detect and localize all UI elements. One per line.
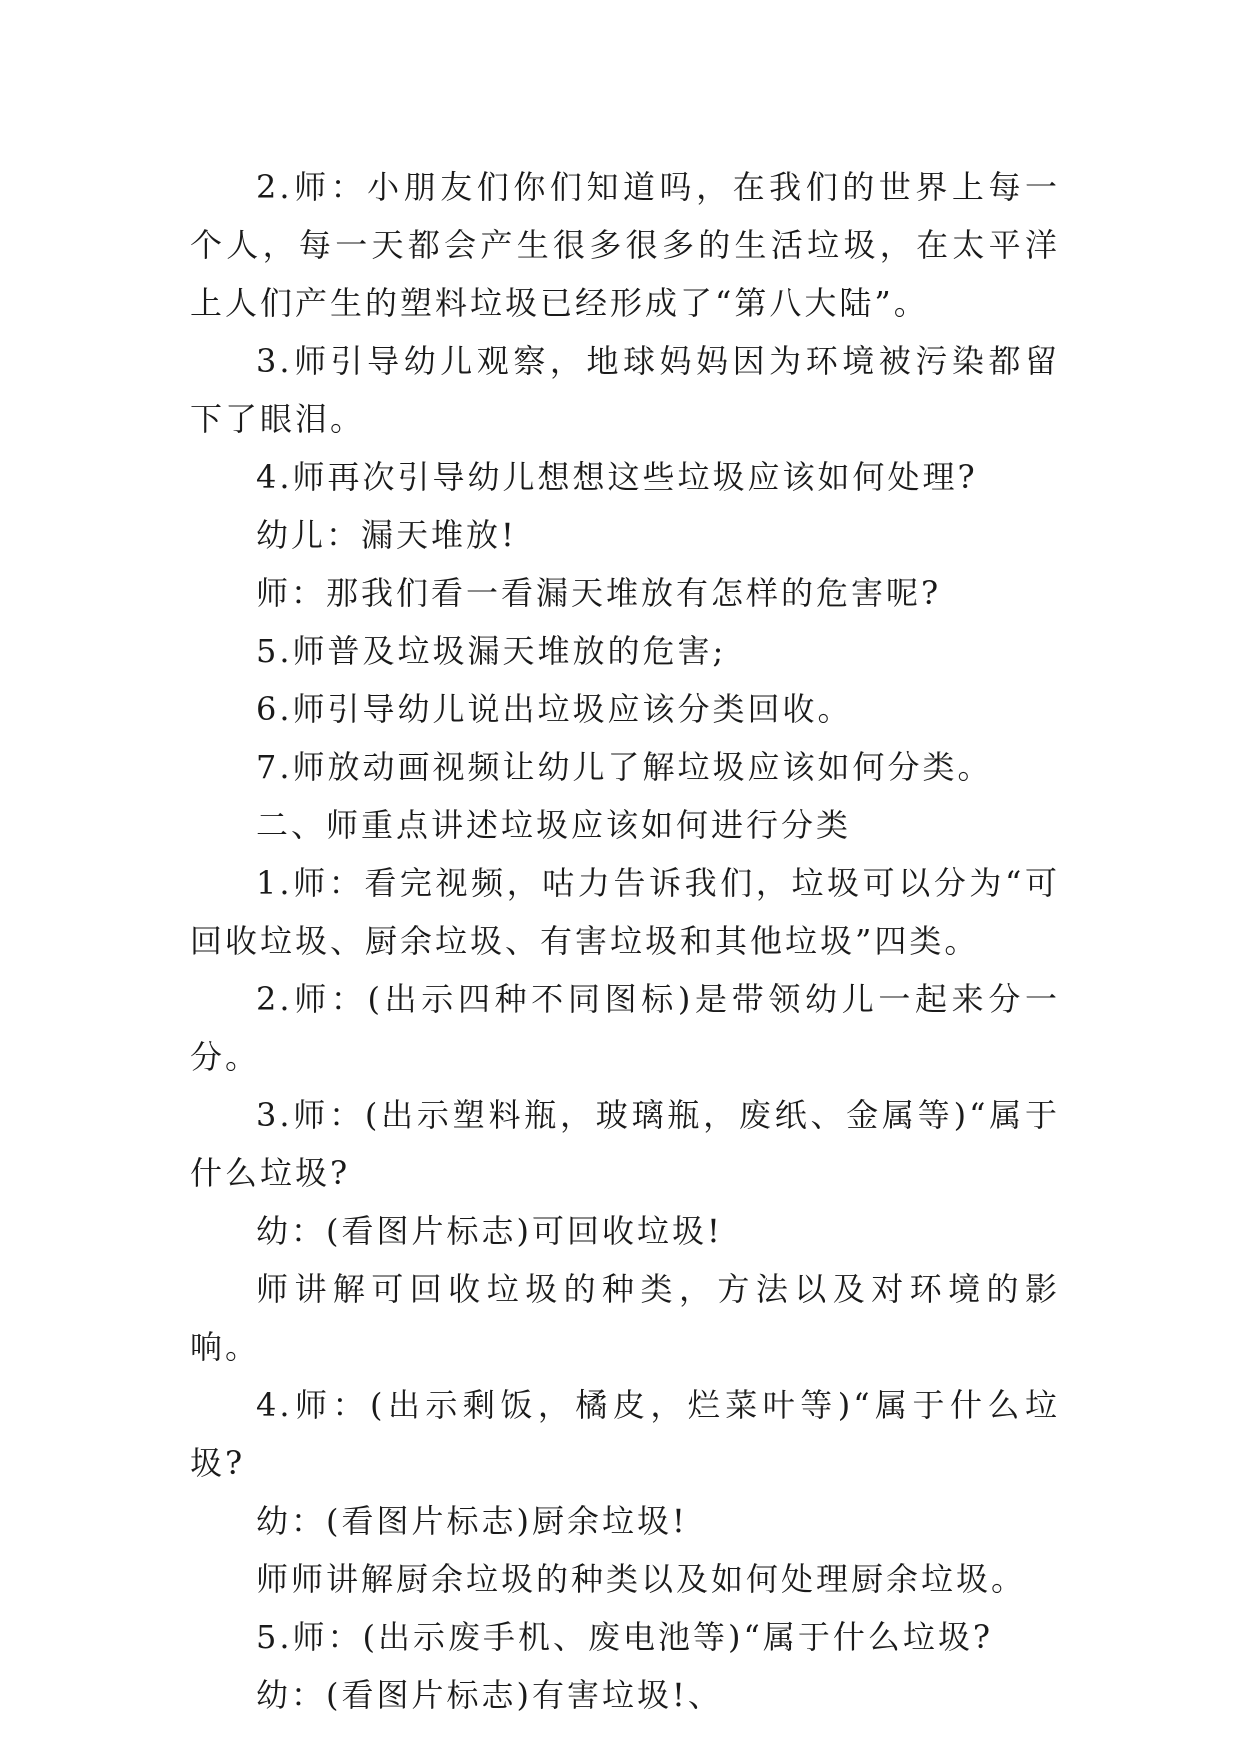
paragraph: 7.师放动画视频让幼儿了解垃圾应该如何分类。 [256, 748, 993, 786]
paragraph: 6.师引导幼儿说出垃圾应该分类回收。 [256, 690, 853, 728]
document-body [190, 158, 1060, 1724]
paragraph: 3.师引导幼儿观察，地球妈妈因为环境被污染都留下了眼泪。 [190, 342, 1060, 438]
paragraph: 幼：(看图片标志)厨余垃圾! [256, 1502, 688, 1540]
paragraph: 幼儿：漏天堆放! [256, 516, 517, 554]
paragraph: 4.师再次引导幼儿想想这些垃圾应该如何处理? [256, 458, 978, 496]
paragraph: 师：那我们看一看漏天堆放有怎样的危害呢? [256, 574, 942, 612]
paragraph: 师师讲解厨余垃圾的种类以及如何处理厨余垃圾。 [256, 1560, 1027, 1598]
paragraph: 幼：(看图片标志)可回收垃圾! [256, 1212, 723, 1250]
paragraph: 2.师：小朋友们你们知道吗，在我们的世界上每一个人，每一天都会产生很多很多的生活垃圾，在太平洋上人们产生的塑料垃圾已经形成了“第八大陆”。 [190, 168, 1060, 322]
paragraph: 幼：(看图片标志)有害垃圾!、 [256, 1676, 723, 1714]
paragraph: 4.师：(出示剩饭，橘皮，烂菜叶等)“属于什么垃圾? [190, 1386, 1060, 1482]
paragraph: 3.师：(出示塑料瓶，玻璃瓶，废纸、金属等)“属于什么垃圾? [190, 1096, 1060, 1192]
paragraph: 师讲解可回收垃圾的种类，方法以及对环境的影响。 [190, 1270, 1060, 1366]
paragraph: 2.师：(出示四种不同图标)是带领幼儿一起来分一分。 [190, 980, 1060, 1076]
paragraph: 1.师：看完视频，咕力告诉我们，垃圾可以分为“可回收垃圾、厨余垃圾、有害垃圾和其他垃圾”四类。 [190, 864, 1060, 960]
section-heading: 二、师重点讲述垃圾应该如何进行分类 [256, 806, 852, 844]
paragraph: 5.师普及垃圾漏天堆放的危害; [256, 632, 727, 670]
paragraph: 5.师：(出示废手机、废电池等)“属于什么垃圾? [256, 1618, 994, 1656]
